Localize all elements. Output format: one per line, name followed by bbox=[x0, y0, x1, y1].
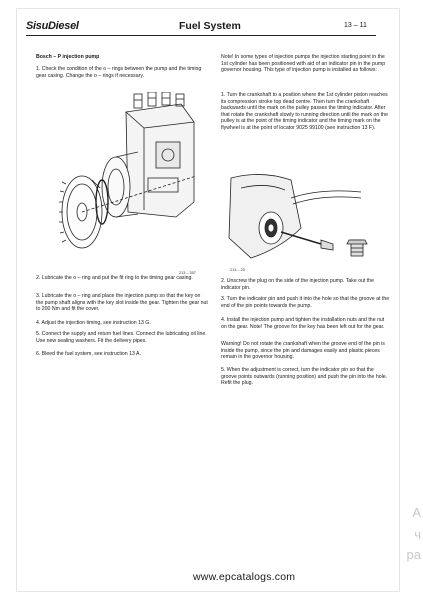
brand-logo: SisuDiesel bbox=[26, 20, 79, 32]
right-warning: Warning! Do not rotate the crankshaft when the groove end of the pin is inside the pump, since the pin and damages easily and plastic pieces remain in the governor housing. bbox=[221, 341, 385, 361]
header-rule bbox=[26, 35, 376, 36]
left-figure-code: 213 – 357 bbox=[179, 271, 196, 275]
left-step-1: 1. Check the condition of the o – rings between the pump and the timing gear casing. Change the o – rings if necessary. bbox=[36, 66, 202, 79]
right-step-2: 2. Unscrew the plug on the side of the injection pump. Take out the indicator pin. bbox=[221, 278, 375, 291]
right-step-5: 5. When the adjustment is correct, turn the indicator pin so that the groove points outwards (running position) and push the pin into the hole. Refit the plug. bbox=[221, 367, 388, 387]
right-step-1: 1. Turn the crankshaft to a position where the 1st cylinder piston reaches its compression stroke top dead centre. Then turn the crankshaft backwards until the mark on the pulley passes the timing indicator. After that rotate the crankshaft slowly to running direction until the mark on the pulley is at the point of the timing indicator and the timing mark on the flywheel is at the point of locator 9025 99100 (see instruction 13 F). bbox=[221, 92, 388, 131]
side-watermark-char-2: ч bbox=[414, 527, 421, 542]
right-intro-note: Note! In some types of injection pumps the injection starting point in the 1st cylinder has been positioned with aid of an indicator pin in the pump governor housing. This type of injection pump is installed as follows: bbox=[221, 54, 386, 74]
side-watermark-char-1: A bbox=[412, 505, 421, 520]
indicator-pin-illustration bbox=[221, 168, 381, 278]
page-number: 13 – 11 bbox=[344, 22, 367, 29]
left-step-6: 6. Bleed the fuel system, see instruction 13 A. bbox=[36, 351, 141, 357]
left-step-5: 5. Connect the supply and return fuel lines. Connect the lubricating oil line. Use new sealing washers. Fit the delivery pipes. bbox=[36, 331, 207, 344]
right-step-3: 3. Turn the indicator pin and push it into the hole so that the groove at the end of the pin points towards the pump. bbox=[221, 296, 390, 309]
section-title: Fuel System bbox=[179, 20, 241, 32]
left-step-4: 4. Adjust the injection timing, see instruction 13 G. bbox=[36, 320, 151, 326]
section-heading: Bosch – P injection pump bbox=[36, 54, 100, 60]
left-step-3: 3. Lubricate the o – ring and place the injection pump so that the key on the pump shaft aligns with the key slot inside the gear. Tighten the gear nut to 200 Nm and fit the cover. bbox=[36, 293, 208, 313]
right-step-4: 4. Install the injection pump and tighten the installation nuts and the nut on the gear. Note! The groove for the key has been left out for the gear. bbox=[221, 317, 385, 330]
manual-page bbox=[16, 8, 400, 592]
left-step-2: 2. Lubricate the o – ring and put the fit ring to the timing gear casing. bbox=[36, 275, 193, 281]
footer-url: www.epcatalogs.com bbox=[193, 571, 296, 583]
side-watermark-char-3: ра bbox=[406, 547, 421, 562]
right-figure-code: 213 – 25 bbox=[230, 268, 245, 272]
injection-pump-illustration bbox=[56, 92, 206, 262]
